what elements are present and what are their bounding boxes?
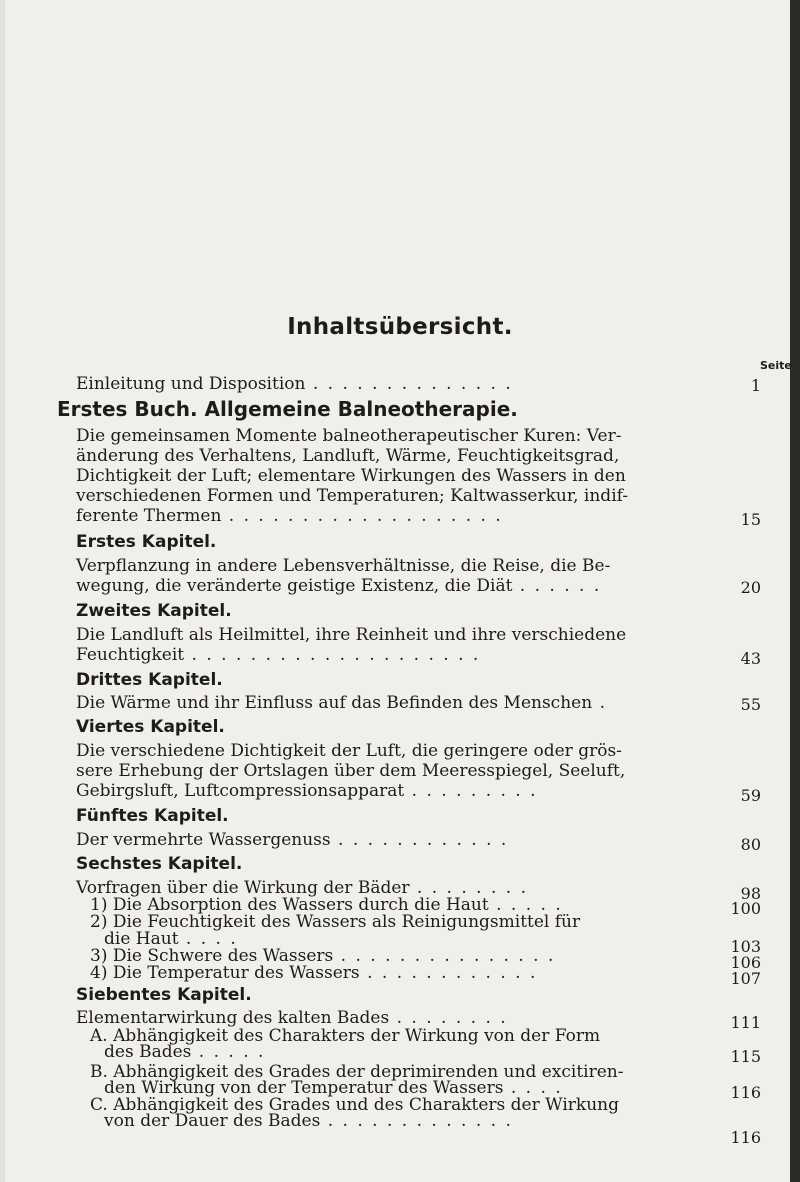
page-number: 111 [730,1013,761,1032]
page-number-k1: 20 [740,578,761,597]
toc-subentry: C. Abhängigkeit des Grades und des Charakters der Wirkung [90,1095,619,1115]
toc-subentry-cont: von der Dauer des Bades . . . . . . . . . . . . . [104,1111,513,1131]
toc-subentry-cont: den Wirkung von der Temperatur des Wassers . . . . [104,1078,563,1098]
chapter-desc-line: Die Wärme und ihr Einfluss auf das Befinden des Menschen . [76,693,607,713]
chapter-heading: Sechstes Kapitel. [76,854,243,874]
book-desc-line: änderung des Verhaltens, Landluft, Wärme, Feuchtigkeitsgrad, [76,446,620,466]
page-number-k2: 43 [740,649,761,668]
page-number-k3: 55 [740,695,761,714]
page-number-k5: 80 [740,835,761,854]
chapter-desc-line: Der vermehrte Wassergenuss . . . . . . . . . . . . [76,830,509,850]
chapter-desc-line: wegung, die veränderte geistige Existenz, die Diät . . . . . . [76,576,602,596]
chapter-desc-line: sere Erhebung der Ortslagen über dem Meeresspiegel, Seeluft, [76,761,626,781]
page-number: 115 [730,1047,761,1066]
chapter-heading: Fünftes Kapitel. [76,806,229,826]
page-number-einleitung: 1 [750,376,761,395]
book-desc-line: Die gemeinsamen Momente balneotherapeutischer Kuren: Ver- [76,426,622,446]
page-number: 106 [730,953,761,972]
page-number-k4: 59 [740,786,761,805]
chapter-desc-line: Die Landluft als Heilmittel, ihre Reinheit und ihre verschiedene [76,625,627,645]
page-number: 116 [730,1083,761,1102]
toc-subentry-cont: des Bades . . . . . [104,1042,266,1062]
toc-subentry: A. Abhängigkeit des Charakters der Wirkung von der Form [90,1026,601,1046]
toc-subentry: 4) Die Temperatur des Wassers . . . . . . . . . . . . [90,963,538,983]
book-desc-line: Dichtigkeit der Luft; elementare Wirkungen des Wassers in den [76,466,626,486]
book-desc-line: ferente Thermen . . . . . . . . . . . . . . . . . . . [76,506,503,526]
chapter-desc-line: Verpflanzung in andere Lebensverhältnisse, die Reise, die Be- [76,556,611,576]
page-title: Inhaltsübersicht. [287,314,513,340]
chapter-heading: Drittes Kapitel. [76,670,223,690]
toc-subentry: 2) Die Feuchtigkeit des Wassers als Reinigungsmittel für [90,912,581,932]
chapter-desc-line: Feuchtigkeit . . . . . . . . . . . . . . . . . . . . [76,645,481,665]
page-number: 116 [730,1128,761,1147]
toc-entry-einleitung: Einleitung und Disposition . . . . . . . . . . . . . . [76,374,513,394]
page-right-edge [790,0,800,1182]
page-number: 103 [730,937,761,956]
page-number: 98 [740,884,761,903]
page-left-edge [0,0,5,1182]
page-number: 100 [730,899,761,918]
book-desc-line: verschiedenen Formen und Temperaturen; Kaltwasserkur, indif- [76,486,629,506]
chapter-desc-line: Die verschiedene Dichtigkeit der Luft, die geringere oder grös- [76,741,622,761]
chapter-desc-line: Gebirgsluft, Luftcompressionsapparat . . . . . . . . . [76,781,538,801]
toc-subentry: B. Abhängigkeit des Grades der deprimirenden und excitiren- [90,1062,624,1082]
toc-subentry: 3) Die Schwere des Wassers . . . . . . . . . . . . . . . [90,946,556,966]
seite-column-label: Seite [760,359,792,372]
toc-entry: Elementarwirkung des kalten Bades . . . . . . . . [76,1008,508,1028]
chapter-heading: Viertes Kapitel. [76,717,225,737]
page-number: 107 [730,969,761,988]
toc-subentry-cont: die Haut . . . . [104,929,238,949]
toc-subentry: 1) Die Absorption des Wassers durch die Haut . . . . . [90,895,563,915]
chapter-heading: Siebentes Kapitel. [76,985,252,1005]
book-heading: Erstes Buch. Allgemeine Balneotherapie. [57,397,518,421]
chapter-heading: Erstes Kapitel. [76,532,217,552]
toc-entry: Vorfragen über die Wirkung der Bäder . . . . . . . . [76,878,528,898]
page-number-book1: 15 [740,510,761,529]
chapter-heading: Zweites Kapitel. [76,601,232,621]
